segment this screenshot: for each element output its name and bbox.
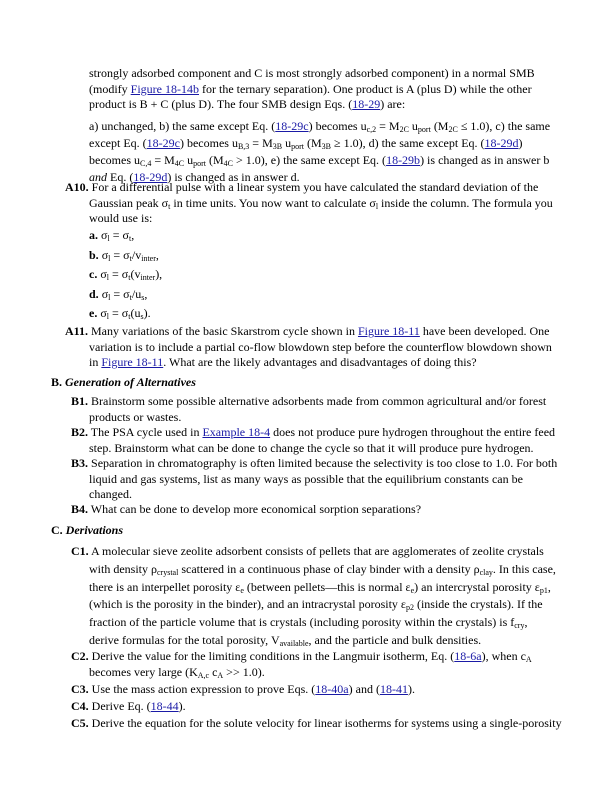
equation-link[interactable]: 18-29d xyxy=(133,170,168,184)
question-label: B2. xyxy=(71,425,89,439)
question-b4 xyxy=(71,502,591,518)
text-line: B2. The PSA cycle used in Example 18-4 does not produce pure hydrogen throughout the entire feed xyxy=(71,425,556,439)
figure-link[interactable]: Figure 18-11 xyxy=(101,355,164,369)
text-line: in Figure 18-11. What are the likely advantages and disadvantages of doing this? xyxy=(89,355,477,369)
text-line: B3. Separation in chromatography is often limited because the selectivity is too close to 1.0. For both xyxy=(71,456,558,470)
option-label: a. xyxy=(89,228,98,242)
text-line: and Eq. (18-29d) is changed as in answer d. xyxy=(89,170,300,184)
question-b2 xyxy=(71,425,591,456)
question-label: B1. xyxy=(71,394,89,408)
answer-option: d. $\sigma_l = \sigma_t/u_s$, xyxy=(89,286,148,302)
option-label: c. xyxy=(89,267,98,281)
text-line: strongly adsorbed component and C is most strongly adsorbed component) in a normal SMB xyxy=(89,66,535,80)
equation-link[interactable]: 18-40a xyxy=(315,682,349,696)
example-link[interactable]: Example 18-4 xyxy=(202,425,271,439)
question-a10 xyxy=(65,180,590,227)
intro-paragraph xyxy=(89,66,589,113)
text-line: becomes very large ($K_{A,c}$ $c_A >> 1.0$). xyxy=(89,664,265,680)
equation-link[interactable]: 18-41 xyxy=(379,682,408,696)
answer-option: e. $\sigma_l = \sigma_t(u_s)$. xyxy=(89,306,151,321)
question-label: C2. xyxy=(71,649,89,663)
answer-option: b. $\sigma_l = \sigma_t/v_{inter}$, xyxy=(89,247,159,263)
figure-link[interactable]: Figure 18-11 xyxy=(357,324,420,338)
equation-link[interactable]: 18-29 xyxy=(352,97,381,111)
text-line: product is B + C (plus D). The four SMB design Eqs. (18-29) are: xyxy=(89,97,406,111)
text-line: B4. What can be done to develop more economical sorption separations? xyxy=(71,502,422,516)
text-line: C1. A molecular sieve zeolite adsorbent consists of pellets that are agglomerates of zeolite crystals xyxy=(71,544,544,558)
question-c4: C4. Derive Eq. (18-44). xyxy=(71,699,186,713)
question-label: C1. xyxy=(71,544,89,558)
text-line: B1. Brainstorm some possible alternative adsorbents made from common agricultural and/or forest xyxy=(71,394,547,408)
figure-link[interactable]: Figure 18-14b xyxy=(130,81,199,96)
text-line: variation is to include a partial co-flow blowdown step before the counterflow blowdown shown xyxy=(89,339,552,354)
text-line: with density $\rho_{crystal}$ scattered in a continuous phase of clay binder with a density $\rho_{clay}$. In this case, xyxy=(89,561,556,577)
text-line: (which is the porosity in the binder), and an intracrystal porosity $\varepsilon_{p2}$ (inside the crystals). If the xyxy=(89,597,543,613)
text-line: there is an interpellet porosity $\varepsilon_e$ (between pellets—this is normal $\varepsilon_e$) an intercrystal porosity $\varepsilon_{p1}$, xyxy=(89,579,551,595)
question-label: A11. xyxy=(65,324,89,338)
equation-link[interactable]: 18-29b xyxy=(386,153,421,167)
text-line: products or wastes. xyxy=(89,409,182,424)
text-line: a) unchanged, b) the same except Eq. (18-29c) becomes $u_{c,2} = M_{2C}$ $u_{port}$ $(M_{2C} \le 1.0)$, c) the same xyxy=(89,119,551,134)
question-c2 xyxy=(71,649,596,680)
question-label: C5. xyxy=(71,716,89,730)
option-label: e. xyxy=(89,306,98,320)
question-b1 xyxy=(71,394,591,425)
question-label: A10. xyxy=(65,180,89,194)
answer-option: a. $\sigma_l = \sigma_t$, xyxy=(89,228,135,243)
text-line: derive formulas for the total porosity, $V_{available}$, and the particle and bulk densities. xyxy=(89,632,482,648)
text-line: would use is: xyxy=(89,211,153,225)
question-c1 xyxy=(71,543,596,650)
section-heading-c: C. Derivations xyxy=(51,523,124,537)
text-line: C2. Derive the value for the limiting conditions in the Langmuir isotherm, Eq. (18-6a), when $c_A$ xyxy=(71,649,532,664)
text-line: A11. Many variations of the basic Skarstrom cycle shown in Figure 18-11 have been developed. One xyxy=(65,324,550,338)
equation-link[interactable]: 18-44 xyxy=(150,699,179,713)
question-c3: C3. Use the mass action expression to prove Eqs. (18-40a) and (18-41). xyxy=(71,682,415,696)
equation-link[interactable]: 18-29d xyxy=(484,136,519,150)
equation-link[interactable]: 18-29c xyxy=(275,119,309,133)
equation-link[interactable]: 18-29c xyxy=(146,136,180,150)
text-line: (modify Figure 18-14b for the ternary separation). One product is A (plus D) while the other xyxy=(89,81,532,96)
text-line: changed. xyxy=(89,487,132,501)
text-line: step. Brainstorm what can be done to change the cycle so that it will produce pure hydrogen. xyxy=(89,440,534,455)
question-label: B3. xyxy=(71,456,89,470)
text-line: A10. For a differential pulse with a linear system you have calculated the standard deviation of the xyxy=(65,180,539,194)
text-line: fraction of the particle volume that is crystals (including porosity within the crystals) is $f_{cry}$, xyxy=(89,615,528,631)
text-line: Gaussian peak $\sigma_t$ in time units. You now want to calculate $\sigma_l$ inside the column. The formula you xyxy=(89,195,553,211)
question-b3 xyxy=(71,456,591,503)
question-label: C3. xyxy=(71,682,89,696)
question-label: C4. xyxy=(71,699,89,713)
answer-option: c. $\sigma_l = \sigma_t(v_{inter})$, xyxy=(89,267,163,282)
text-line: liquid and gas systems, list as many ways as possible that the equilibrium constants can be xyxy=(89,471,523,486)
option-label: d. xyxy=(89,286,99,301)
equation-link[interactable]: 18-6a xyxy=(454,649,482,663)
a10-options xyxy=(89,226,389,324)
answers-paragraph xyxy=(89,118,589,186)
text-line: becomes $u_{C,4} = M_{4C}$ $u_{port}$ $(M_{4C} > 1.0)$, e) the same except Eq. (18-29b) is changed as in answer b xyxy=(89,153,550,168)
section-heading-b: B. Generation of Alternatives xyxy=(51,375,196,389)
option-label: b. xyxy=(89,247,99,262)
question-a11 xyxy=(65,324,590,371)
text-line: except Eq. (18-29c) becomes $u_{B,3} = M_{3B}$ $u_{port}$ $(M_{3B} \ge 1.0)$, d) the same except Eq. (18-29d) xyxy=(89,136,523,151)
question-c5: C5. Derive the equation for the solute velocity for linear isotherms for systems using a single-porosity xyxy=(71,716,562,730)
question-label: B4. xyxy=(71,502,89,516)
